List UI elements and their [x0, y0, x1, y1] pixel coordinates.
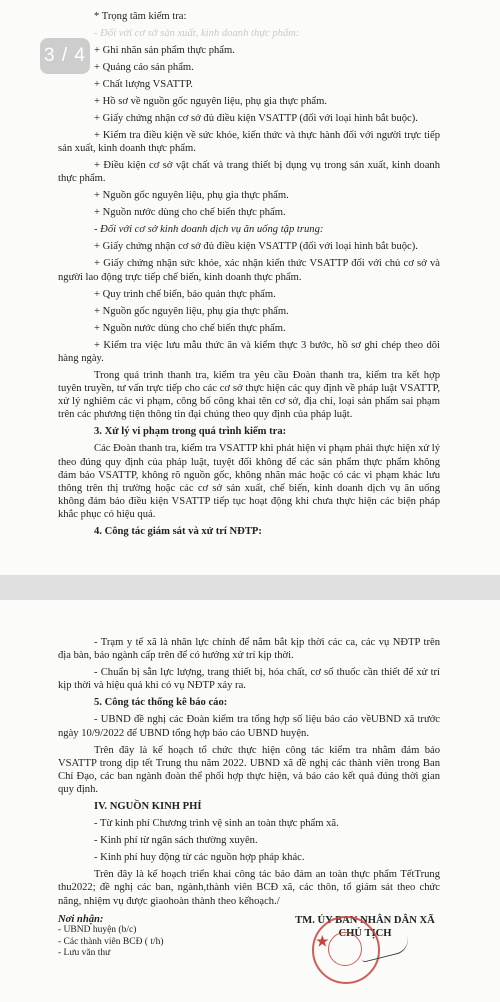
production-item: + Nguồn gốc nguyên liệu, phụ gia thực phẩm. [94, 190, 289, 202]
seal-star-icon: ★ [316, 934, 329, 950]
fund-item: - Kinh phí từ ngân sách thường xuyên. [94, 835, 258, 847]
section-5-heading: 5. Công tác thống kê báo cáo: [94, 697, 228, 709]
fund-item: - Từ kinh phí Chương trình vệ sinh an toàn thực phẩm xã. [94, 818, 339, 830]
section-3-paragraph: Các Đoàn thanh tra, kiểm tra VSATTP khi phát hiện vi phạm phải thực hiện xử lý theo đúng quy định của pháp luật, tuyệt đối không để các sản phẩm thực phẩm không đảm bảo VSATTP, không rõ nguồn gốc, không nhãn mác hoặc có các vi phạm khác lưu thông trên thị trường hoặc các cơ sở sản xuất, chế biến, kinh doanh dịch vụ ăn uống không đảm bảo điều kiện VSATTP tiếp tục hoạt động khi chưa thực hiện các biện pháp khắc phục có hiệu quả. [58, 443, 441, 521]
section-5-paragraph-a: - UBND đề nghị các Đoàn kiểm tra tổng hợp số liệu báo cáo vềUBND xã trước ngày 10/9/2022 để UBND tổng hợp báo cáo UBND huyện. [58, 714, 440, 739]
catering-items [58, 240, 440, 365]
recipients-list [58, 925, 164, 960]
production-item: + Kiểm tra điều kiện về sức khỏe, kiến thức và thực hành đối với người trực tiếp sản xuất, kinh doanh thực phẩm. [58, 130, 440, 155]
signature-block [58, 914, 440, 960]
section-iv-heading: IV. NGUỒN KINH PHÍ [94, 801, 202, 813]
document-page-4 [0, 600, 500, 1002]
catering-item: + Giấy chứng nhận cơ sở đủ điều kiện VSATTP (đối với loại hình bắt buộc). [94, 241, 418, 253]
inspection-paragraph: Trong quá trình thanh tra, kiểm tra yêu cầu Đoàn thanh tra, kiểm tra kết hợp tuyên truyền, tư vấn trực tiếp cho các cơ sở thực hiện các quy định về pháp luật VSATTP, xử lý nghiêm các vi phạm, công bố công khai tên cơ sở, địa chỉ, loại sản phẩm sai phạm trên các phương tiện thông tin đại chúng theo quy định của pháp luật. [58, 369, 440, 421]
production-items [58, 44, 440, 220]
production-item: + Giấy chứng nhận cơ sở đủ điều kiện VSATTP (đối với loại hình bắt buộc). [94, 113, 418, 124]
catering-item: + Nguồn nước dùng cho chế biến thực phẩm. [94, 322, 286, 334]
section-4-heading: 4. Công tác giám sát và xử trí NĐTP: [94, 526, 262, 538]
production-item: + Quảng cáo sản phẩm. [94, 62, 194, 73]
fund-items [58, 817, 440, 864]
recipient-item: - Các thành viên BCĐ ( t/h) [58, 936, 164, 947]
production-item: + Nguồn nước dùng cho chế biến thực phẩm. [94, 207, 286, 219]
recipients-title: Nơi nhận: [58, 913, 104, 925]
production-subheading: - Đối với cơ sở sản xuất, kinh doanh thực phẩm: [94, 28, 300, 39]
page-4-text [0, 600, 500, 960]
signer [290, 914, 440, 960]
catering-item: + Giấy chứng nhận sức khỏe, xác nhận kiến thức VSATTP đối với chủ cơ sở và người lao động trực tiếp chế biến, kinh doanh thực phẩm. [58, 258, 440, 283]
section-3-heading: 3. Xử lý vi phạm trong quá trình kiểm tra: [94, 426, 287, 438]
signer-org: TM. ỦY BAN NHÂN DÂN XÃ [295, 914, 435, 926]
catering-item: + Nguồn gốc nguyên liệu, phụ gia thực phẩm. [94, 305, 289, 317]
recipient-item: - UBND huyện (b/c) [58, 925, 137, 936]
section-5-paragraph-b: Trên đây là kế hoạch tổ chức thực hiện công tác kiểm tra nhằm đảm bảo VSATTP trong dịp tết Trung thu năm 2022. UBND xã đề nghị các thành viên trong Ban Chỉ Đạo, các ban ngành đoàn thể phối hợp thực hiện, và báo cáo kết quả đúng thời gian quy định. [58, 744, 440, 796]
medical-paragraph: - Trạm y tế xã là nhân lực chính để nắm bắt kịp thời các ca, các vụ NĐTP trên địa bàn, báo ngành cấp trên để có hướng xử trí kịp thời. [58, 637, 440, 662]
catering-subheading: - Đối với cơ sở kinh doanh dịch vụ ăn uống tập trung: [94, 224, 324, 236]
page-indicator: 3 / 4 [40, 38, 90, 74]
recipient-item: - Lưu văn thư [58, 948, 111, 959]
production-item: + Hồ sơ về nguồn gốc nguyên liệu, phụ gia thực phẩm. [94, 96, 327, 107]
production-item: + Ghi nhãn sản phẩm thực phẩm. [94, 45, 235, 56]
closing-paragraph: Trên đây là kế hoạch triển khai công tác bảo đảm an toàn thực phẩm TếtTrung thu2022; đề nghị các ban, ngành,thành viên BCĐ xã, các thôn, tổ giám sát theo chức năng, nhiệm vụ được giaohoàn thành theo kếhoạch./ [58, 869, 440, 907]
production-item: + Điều kiện cơ sở vật chất và trang thiết bị dụng vụ trong sản xuất, kinh doanh thực phẩm. [58, 160, 440, 185]
fund-item: - Kinh phí huy động từ các nguồn hợp pháp khác. [94, 852, 305, 864]
production-item: + Chất lượng VSATTP. [94, 79, 193, 90]
catering-item: + Kiểm tra việc lưu mẫu thức ăn và kiểm thực 3 bước, hồ sơ ghi chép theo dõi hàng ngày. [58, 339, 440, 364]
focus-heading: * Trọng tâm kiểm tra: [94, 11, 187, 22]
page-gap [0, 575, 500, 600]
signer-title: CHỦ TỊCH [338, 927, 392, 939]
catering-item: + Quy trình chế biến, bảo quản thực phẩm. [94, 288, 276, 300]
prepare-paragraph: - Chuẩn bị sẵn lực lượng, trang thiết bị, hóa chất, cơ số thuốc cần thiết để xử trí kịp thời và hiệu quả khi có vụ NĐTP xảy ra. [58, 667, 440, 692]
recipients [58, 914, 164, 960]
